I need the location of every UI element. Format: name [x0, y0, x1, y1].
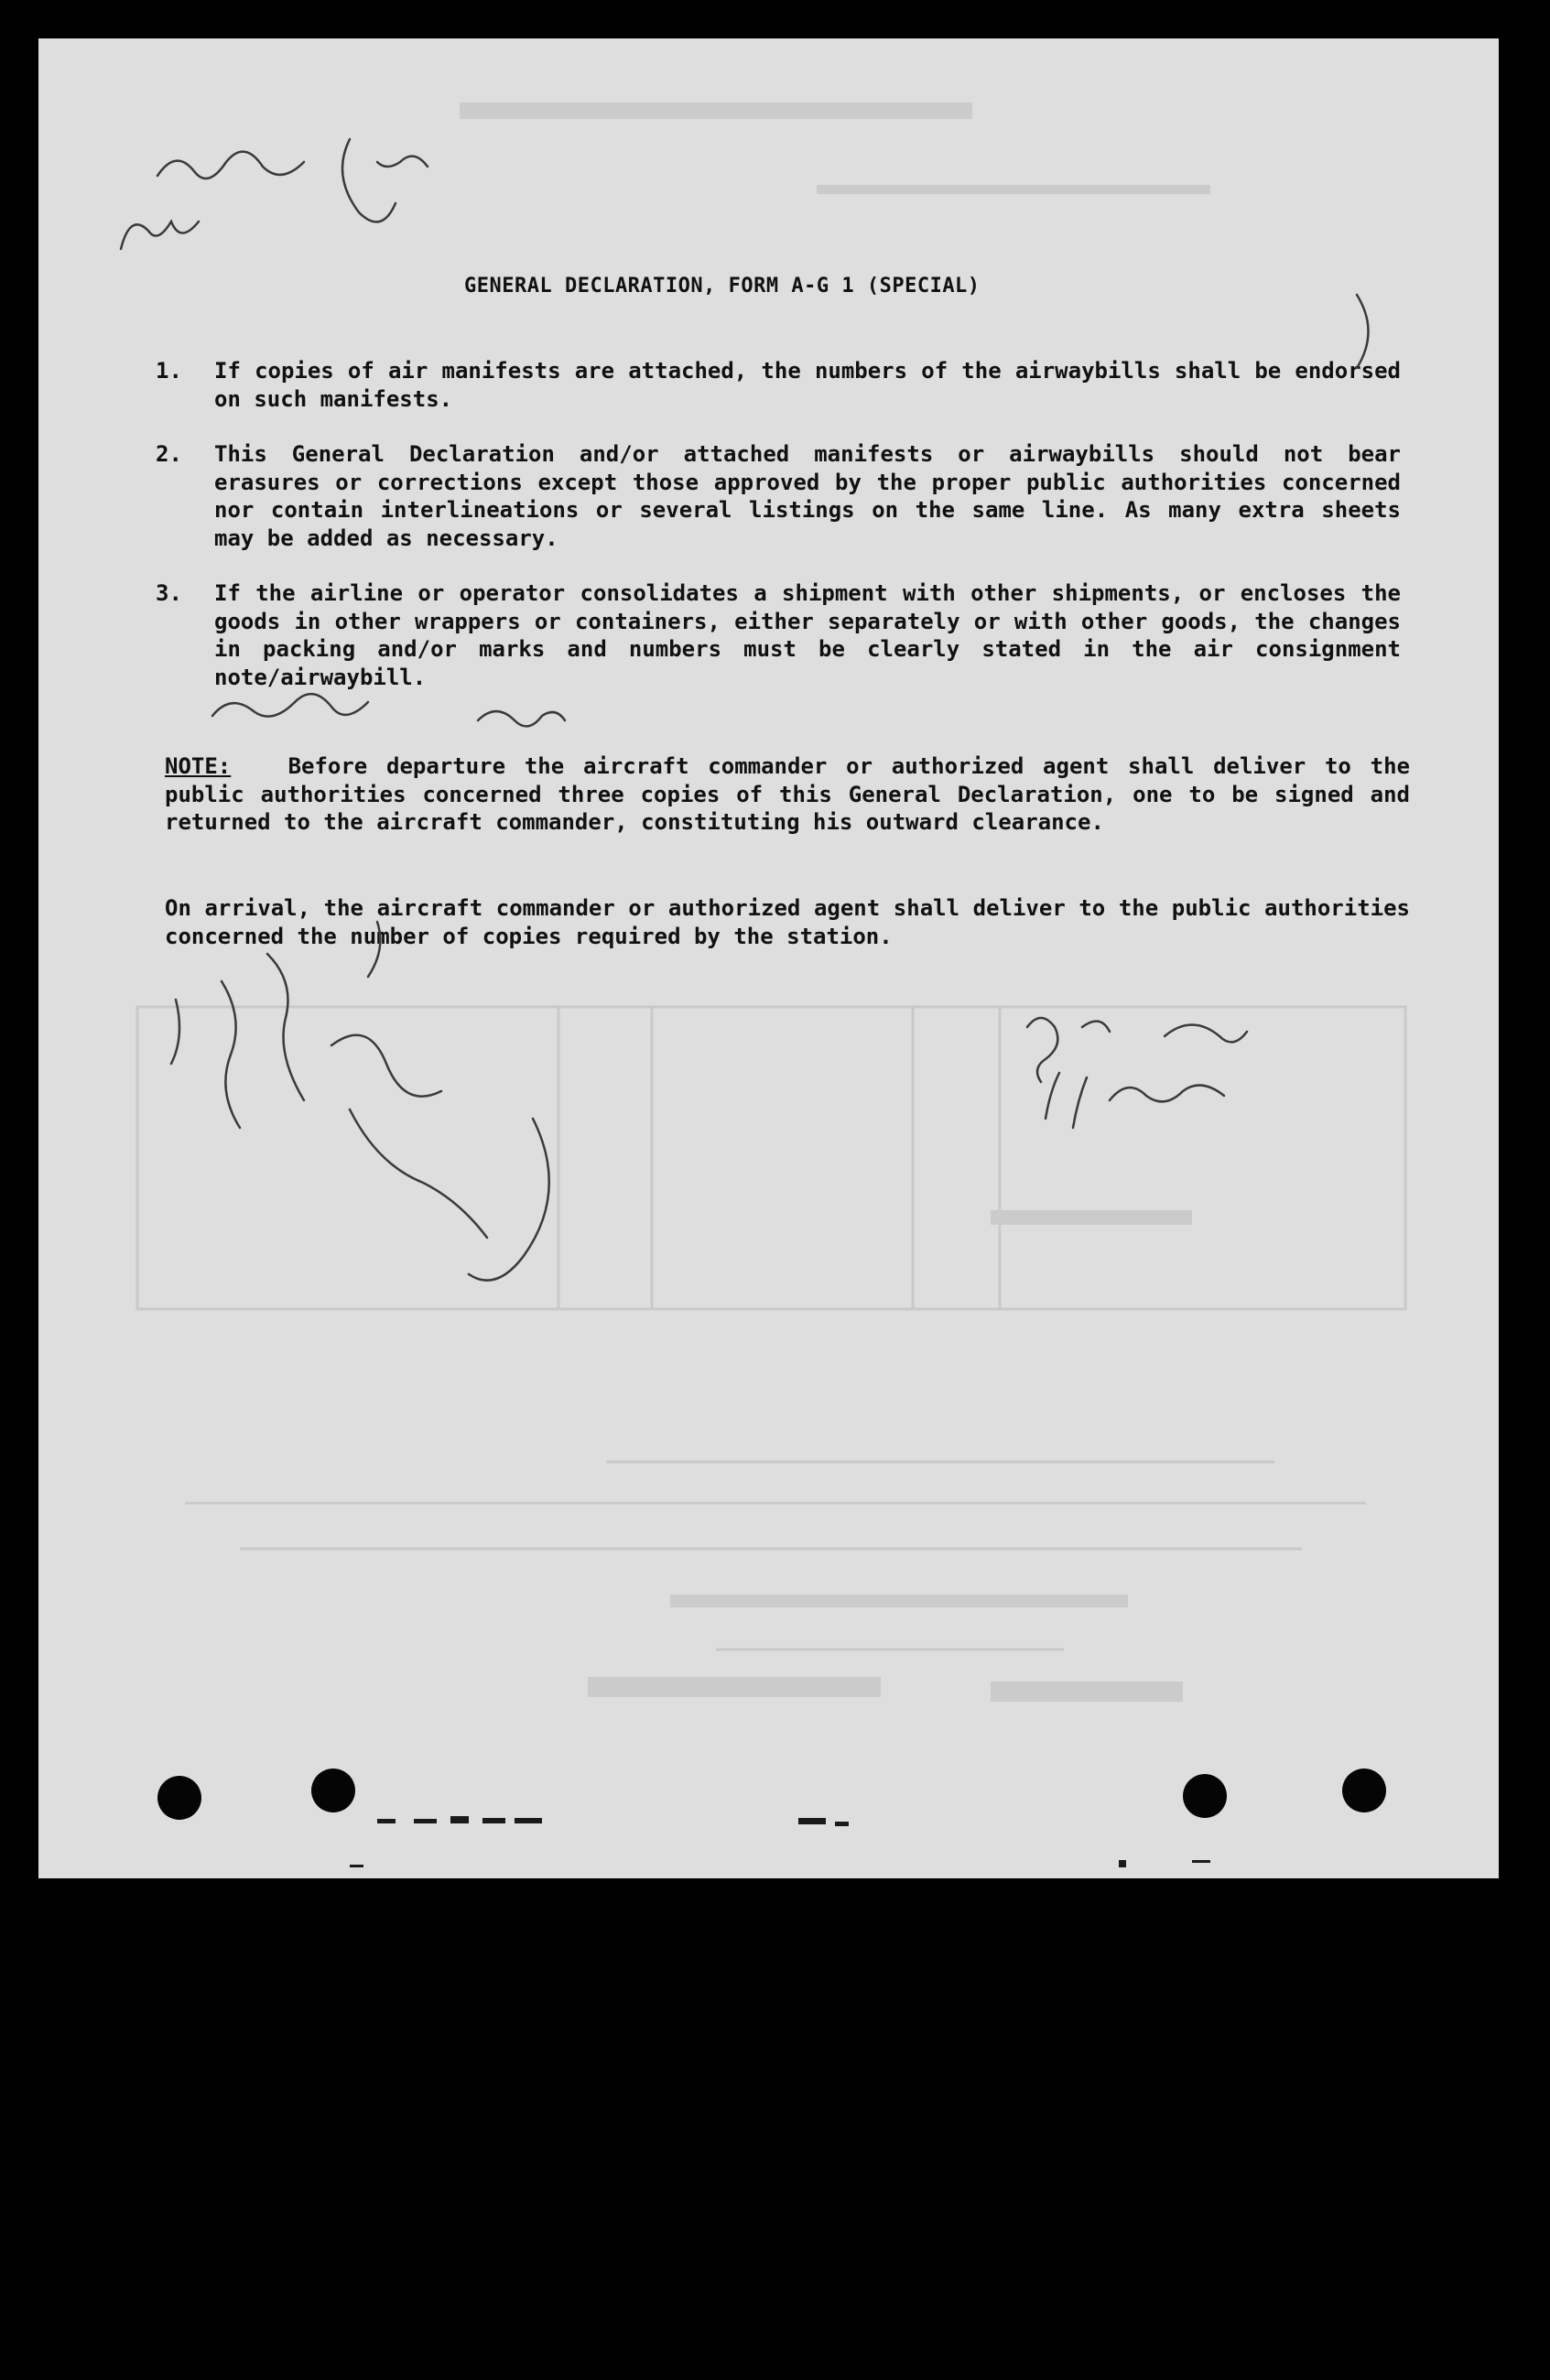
- item-number: 3.: [156, 580, 182, 606]
- document-page: [38, 38, 1499, 1878]
- list-item: [156, 440, 1401, 552]
- arrival-paragraph: On arrival, the aircraft commander or authorized agent shall deliver to the public authorities concerned the number of copies required by the station.: [165, 895, 1410, 949]
- page-title: GENERAL DECLARATION, FORM A-G 1 (SPECIAL): [464, 275, 981, 298]
- item-number: 1.: [156, 358, 182, 384]
- punch-hole: [311, 1769, 355, 1812]
- item-number: 2.: [156, 441, 182, 467]
- list-item: [156, 357, 1401, 413]
- punch-hole: [1183, 1774, 1227, 1818]
- note-label: NOTE:: [165, 753, 232, 779]
- note-paragraph: [165, 752, 1410, 837]
- item-text: If the airline or operator consolidates a shipment with other shipments, or encloses the goods in other wrappers or containers, either separately or with other goods, the changes in packing and/or marks and numbers must be clearly stated in the air consignment note/airwaybill.: [214, 580, 1401, 690]
- note-text: Before departure the aircraft commander or authorized agent shall deliver to the public authorities concerned three copies of this General Declaration, one to be signed and returned to the aircraft commander, constituting his outward clearance.: [165, 753, 1410, 835]
- instructions-list: [156, 357, 1401, 719]
- list-item: [156, 579, 1401, 691]
- item-text: If copies of air manifests are attached, the numbers of the airwaybills shall be endorsed on such manifests.: [214, 358, 1401, 412]
- item-text: This General Declaration and/or attached manifests or airwaybills should not bear erasures or corrections except those approved by the proper public authorities concerned nor contain interlineations or several listings on the same line. As many extra sheets may be added as necessary.: [214, 441, 1401, 551]
- punch-hole: [1342, 1769, 1386, 1812]
- punch-hole: [157, 1776, 201, 1820]
- pencil-annotations: [38, 38, 1499, 1878]
- reverse-side-bleed: [38, 38, 1499, 1878]
